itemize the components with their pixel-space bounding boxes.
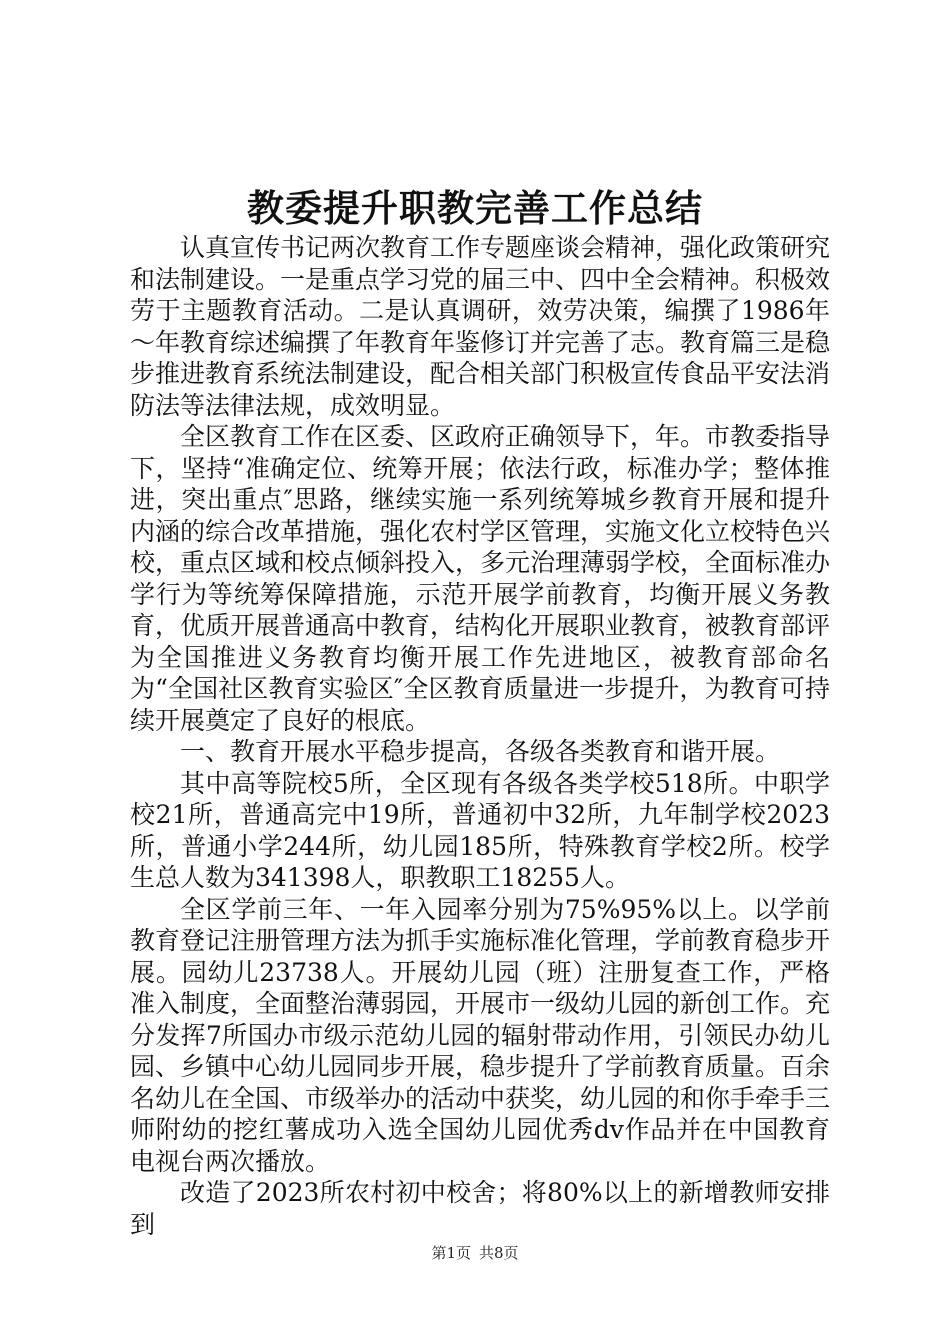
paragraph-5: 全区学前三年、一年入园率分别为75%95%以上。以学前教育登记注册管理方法为抓手实施标准化管理，学前教育稳步开展。园幼儿23738人。开展幼儿园（班）注册复查工作，严格准入制度，全面整治薄弱园，开展市一级幼儿园的新创工作。充分发挥7所国办市级示范幼儿园的辐射带动作用，引领民办幼儿园、乡镇中心幼儿园同步开展，稳步提升了学前教育质量。百余名幼儿在全国、市级举办的活动中获奖，幼儿园的和你手牵手三师附幼的挖红薯成功入选全国幼儿园优秀dv作品并在中国教育电视台两次播放。 (130, 894, 831, 1176)
paragraph-3-heading: 一、教育开展水平稳步提高，各级各类教育和谐开展。 (180, 737, 781, 766)
document-title: 教委提升职教完善工作总结 (247, 186, 703, 230)
paragraph-6: 改造了2023所农村初中校舍；将80%以上的新增教师安排到 (130, 1178, 830, 1239)
paragraph-1: 认真宣传书记两次教育工作专题座谈会精神，强化政策研究和法制建设。一是重点学习党的届三中、四中全会精神。积极效劳于主题教育活动。二是认真调研，效劳决策，编撰了1986年～年教育综述编撰了年教育年鉴修订并完善了志。教育篇三是稳步推进教育系统法制建设，配合相关部门积极宣传食品平安法消防法等法律法规，成效明显。 (130, 233, 831, 420)
paragraph-2: 全区教育工作在区委、区政府正确领导下，年。市教委指导下，坚持“准确定位、统筹开展；依法行政，标准办学；整体推进，突出重点″思路，继续实施一系列统筹城乡教育开展和提升内涵的综合改革措施，强化农村学区管理，实施文化立校特色兴校，重点区域和校点倾斜投入，多元治理薄弱学校，全面标准办学行为等统筹保障措施，示范开展学前教育，均衡开展义务教育，优质开展普通高中教育，结构化开展职业教育，被教育部评为全国推进义务教育均衡开展工作先进地区，被教育部命名为“全国社区教育实验区″全区教育质量进一步提升，为教育可持续开展奠定了良好的根底。 (130, 422, 831, 735)
page-footer (0, 1243, 950, 1263)
page-number-current: 第1页 (431, 1244, 471, 1262)
document-body (130, 232, 830, 1240)
page-number-total: 共8页 (479, 1244, 519, 1262)
paragraph-4: 其中高等院校5所，全区现有各级各类学校518所。中职学校21所，普通高完中19所，普通初中32所，九年制学校2023所，普通小学244所，幼儿园185所，特殊教育学校2所。校学生总人数为341398人，职教职工18255人。 (130, 768, 830, 892)
